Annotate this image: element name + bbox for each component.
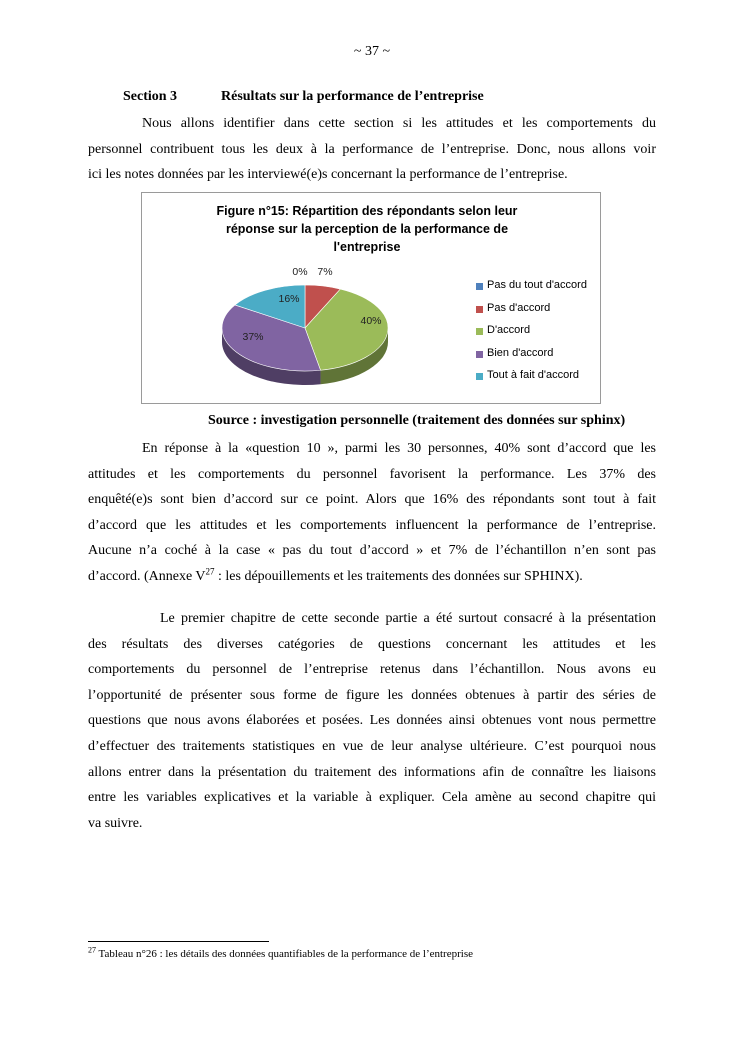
chart-title [197, 202, 537, 256]
text-line [88, 564, 656, 590]
section-title: Résultats sur la performance de l’entreprise [221, 89, 484, 104]
pie-chart [141, 192, 601, 404]
text-line: d’effectuer des traitements statistiques en vue de leur analyse ultérieure. C’est pourquoi nous [88, 738, 656, 754]
text-line: entre les variables explicatives et la variable à expliquer. Cela amène au second chapitre qui [88, 790, 656, 806]
text-line: va suivre. [88, 815, 143, 831]
chart-legend [476, 279, 587, 392]
annex-reference-tail: : les dépouillements et les traitements des données sur SPHINX). [214, 568, 583, 584]
text-line: l’opportunité de présenter sous forme de figure les données obtenues à partir des séries de [88, 687, 656, 703]
footnote-marker[interactable]: 27 [205, 566, 215, 577]
legend-label: Pas du tout d'accord [487, 279, 587, 291]
analysis-paragraph [88, 436, 656, 590]
legend-swatch [476, 373, 483, 380]
text-line: d’accord que les attitudes et les comportements influencent la performance de l’entreprise. [88, 517, 656, 533]
text-line: questions que nous avons élaborées et posées. Les données ainsi obtenues vont nous permettre [88, 713, 656, 729]
legend-item [476, 347, 587, 370]
legend-swatch [476, 351, 483, 358]
text-line: allons entrer dans la présentation du traitement des informations afin de connaître les liaisons [88, 764, 656, 780]
section-label: Section 3 [123, 89, 178, 104]
chart-title-line: Figure n°15: Répartition des répondants selon leur [216, 204, 518, 218]
legend-label: Bien d'accord [487, 346, 554, 359]
conclusion-paragraph [88, 606, 656, 836]
legend-label: Tout à fait d'accord [487, 369, 579, 382]
pie-data-label: 40% [360, 315, 382, 327]
legend-label: Pas d'accord [487, 301, 551, 314]
text-line: Nous allons identifier dans cette section si les attitudes et les comportements du [142, 116, 656, 131]
text-line: attitudes et les comportements du personnel favorisent la performance. Les 37% des [88, 466, 656, 482]
legend-item [476, 279, 587, 302]
footnote-divider [88, 941, 269, 942]
pie-data-label: 0% [292, 266, 308, 278]
pie-data-label: 37% [242, 331, 264, 343]
text-line: enquêté(e)s sont bien d’accord sur ce point. Alors que 16% des répondants sont tout à fait [88, 492, 656, 508]
legend-label: D'accord [487, 324, 531, 337]
legend-swatch [476, 283, 483, 290]
figure-source: Source : investigation personnelle (traitement des données sur sphinx) [208, 413, 626, 428]
text-line: des résultats des diverses catégories de questions concernant les attitudes et les [88, 636, 656, 652]
intro-paragraph [88, 111, 656, 188]
text-line: Le premier chapitre de cette seconde partie a été surtout consacré à la présentation [160, 611, 656, 626]
page-number: ~ 37 ~ [353, 44, 391, 59]
chart-title-line: l'entreprise [333, 240, 401, 254]
chart-title-line: réponse sur la perception de la performance de [225, 222, 509, 236]
footnote-text: Tableau n°26 : les détails des données quantifiables de la performance de l’entreprise [96, 948, 473, 960]
legend-swatch [476, 306, 483, 313]
text-line: En réponse à la «question 10 », parmi les 30 personnes, 40% sont d’accord que les [142, 441, 656, 456]
legend-item [476, 324, 587, 347]
text-line: comportements du personnel de l’entreprise retenus dans l’échantillon. Nous avons eu [88, 662, 656, 678]
text-line: personnel contribuent tous les deux à la performance de l’entreprise. Donc, nous allons voir [88, 141, 656, 157]
annex-reference: d’accord. (Annexe V [88, 568, 206, 584]
legend-swatch [476, 328, 483, 335]
pie-data-label: 16% [278, 293, 300, 305]
section-heading [123, 89, 484, 105]
footnote-number: 27 [88, 945, 96, 955]
legend-item [476, 369, 587, 392]
legend-item [476, 302, 587, 325]
text-line: Aucune n’a coché à la case « pas du tout d’accord » et 7% de l’échantillon n’en sont pas [88, 543, 656, 559]
footnote [88, 945, 473, 960]
text-line: ici les notes données par les interviewé(e)s concernant la performance de l’entreprise. [88, 167, 568, 183]
pie-data-label: 7% [317, 266, 333, 278]
